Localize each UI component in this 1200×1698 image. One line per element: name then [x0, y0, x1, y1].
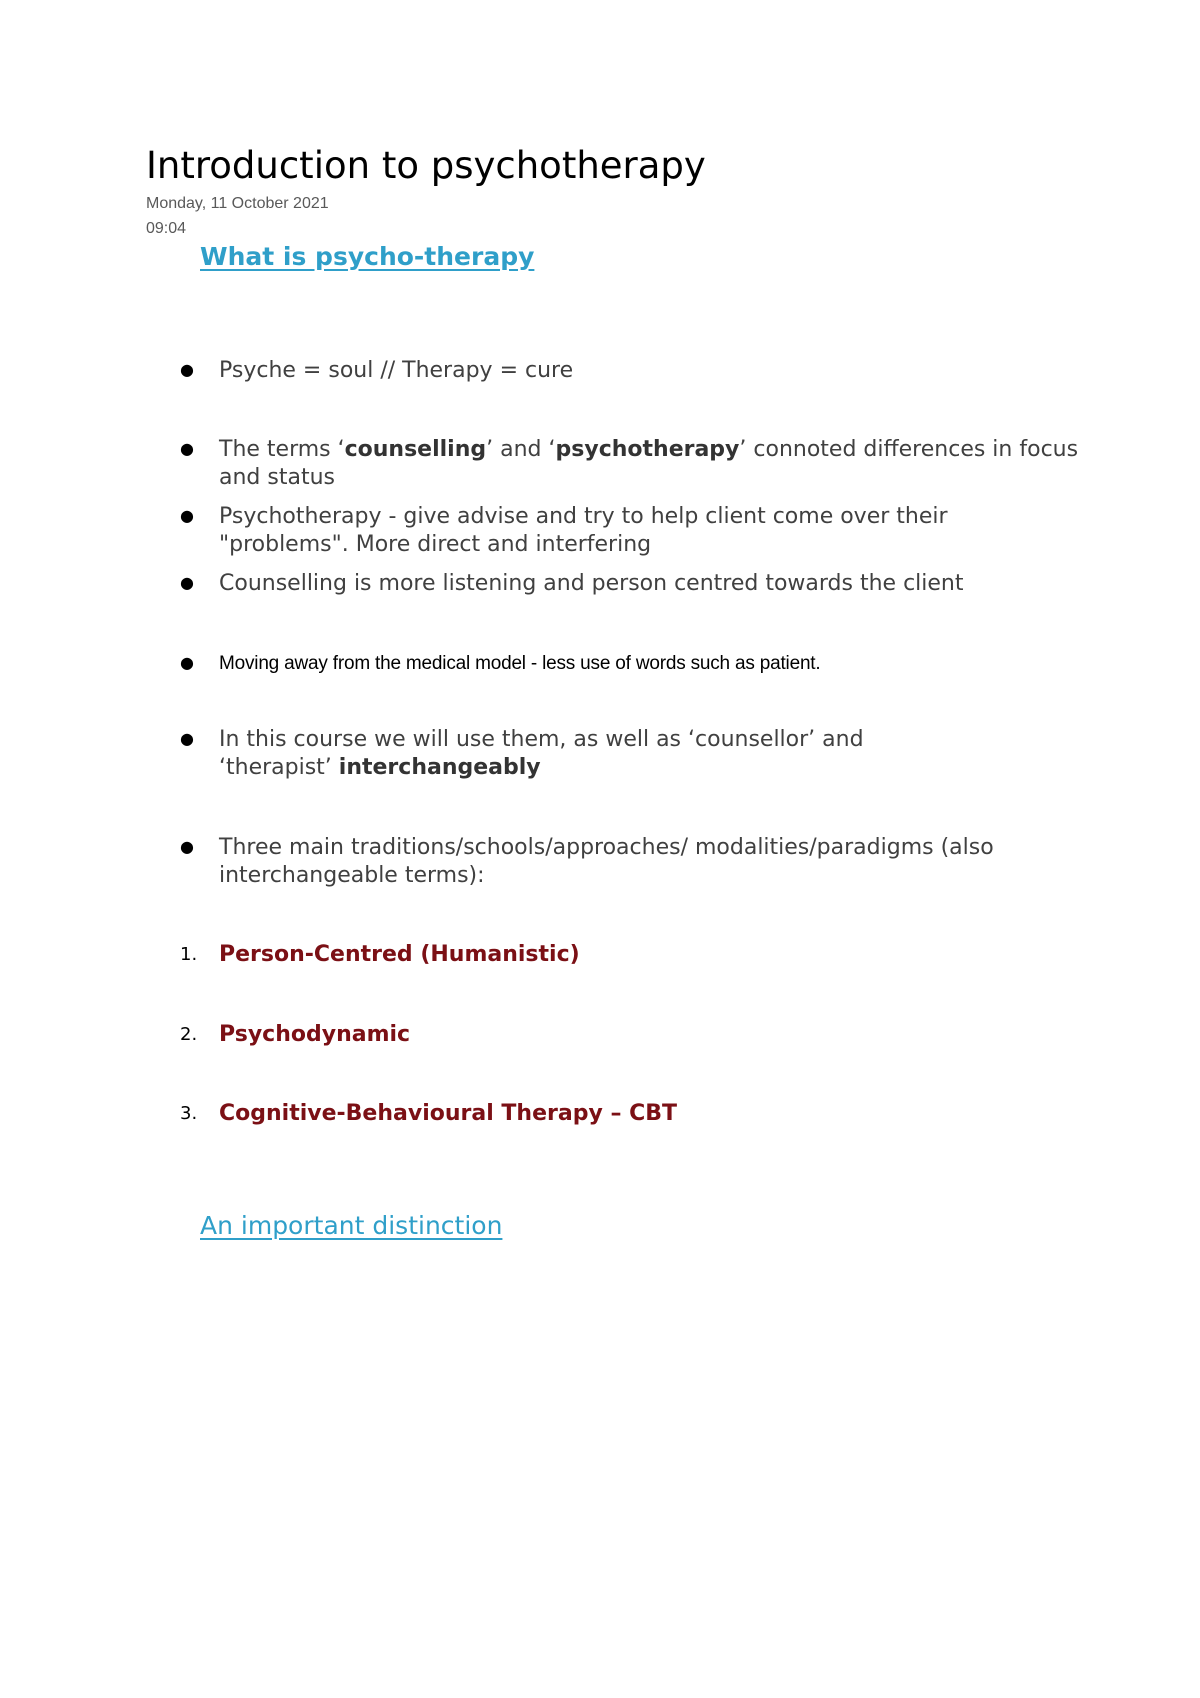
heading-important-distinction: An important distinction	[200, 1211, 503, 1240]
bullet-icon: ●	[180, 439, 194, 458]
bold-term-psychotherapy: psychotherapy	[555, 437, 740, 462]
bullet-text: Three main traditions/schools/approaches/ modalities/paradigms (also interchangeable terms):	[219, 835, 994, 888]
bold-term-counselling: counselling	[344, 437, 487, 462]
bullet-text-part: ’ and ‘	[486, 437, 556, 462]
bullet-text: Psyche = soul // Therapy = cure	[219, 358, 574, 383]
bullet-text: Counselling is more listening and person centred towards the client	[219, 571, 964, 596]
bullet-icon: ●	[180, 729, 194, 748]
bullet-text-part: The terms ‘	[219, 437, 345, 462]
bullet-text-part: In this course we will use them, as well as ‘counsellor’ and ‘therapist’	[219, 727, 864, 780]
bullet-text	[219, 726, 939, 782]
bold-term-interchangeably: interchangeably	[338, 755, 541, 780]
school-number: 2.	[180, 1024, 198, 1045]
school-label: Person-Centred (Humanistic)	[219, 942, 580, 967]
school-label: Psychodynamic	[219, 1022, 411, 1047]
bullet-icon: ●	[180, 653, 194, 672]
school-number: 3.	[180, 1103, 198, 1124]
bullet-text: Psychotherapy - give advise and try to help client come over their "problems". More direct and interfering	[219, 504, 948, 557]
note-date: Monday, 11 October 2021	[146, 195, 329, 212]
bullet-icon: ●	[180, 573, 194, 592]
bullet-text	[219, 436, 1079, 492]
note-time: 09:04	[146, 220, 187, 237]
page-title: Introduction to psychotherapy	[146, 144, 706, 187]
bullet-text: Moving away from the medical model - less use of words such as patient.	[219, 653, 821, 674]
school-label: Cognitive-Behavioural Therapy – CBT	[219, 1101, 678, 1126]
school-number: 1.	[180, 944, 198, 965]
bullet-text-part: ’ connoted differences in focus and status	[219, 437, 1079, 490]
heading-what-is-psychotherapy: What is psycho-therapy	[200, 242, 535, 271]
bullet-icon: ●	[180, 360, 194, 379]
bullet-icon: ●	[180, 837, 194, 856]
bullet-icon: ●	[180, 506, 194, 525]
